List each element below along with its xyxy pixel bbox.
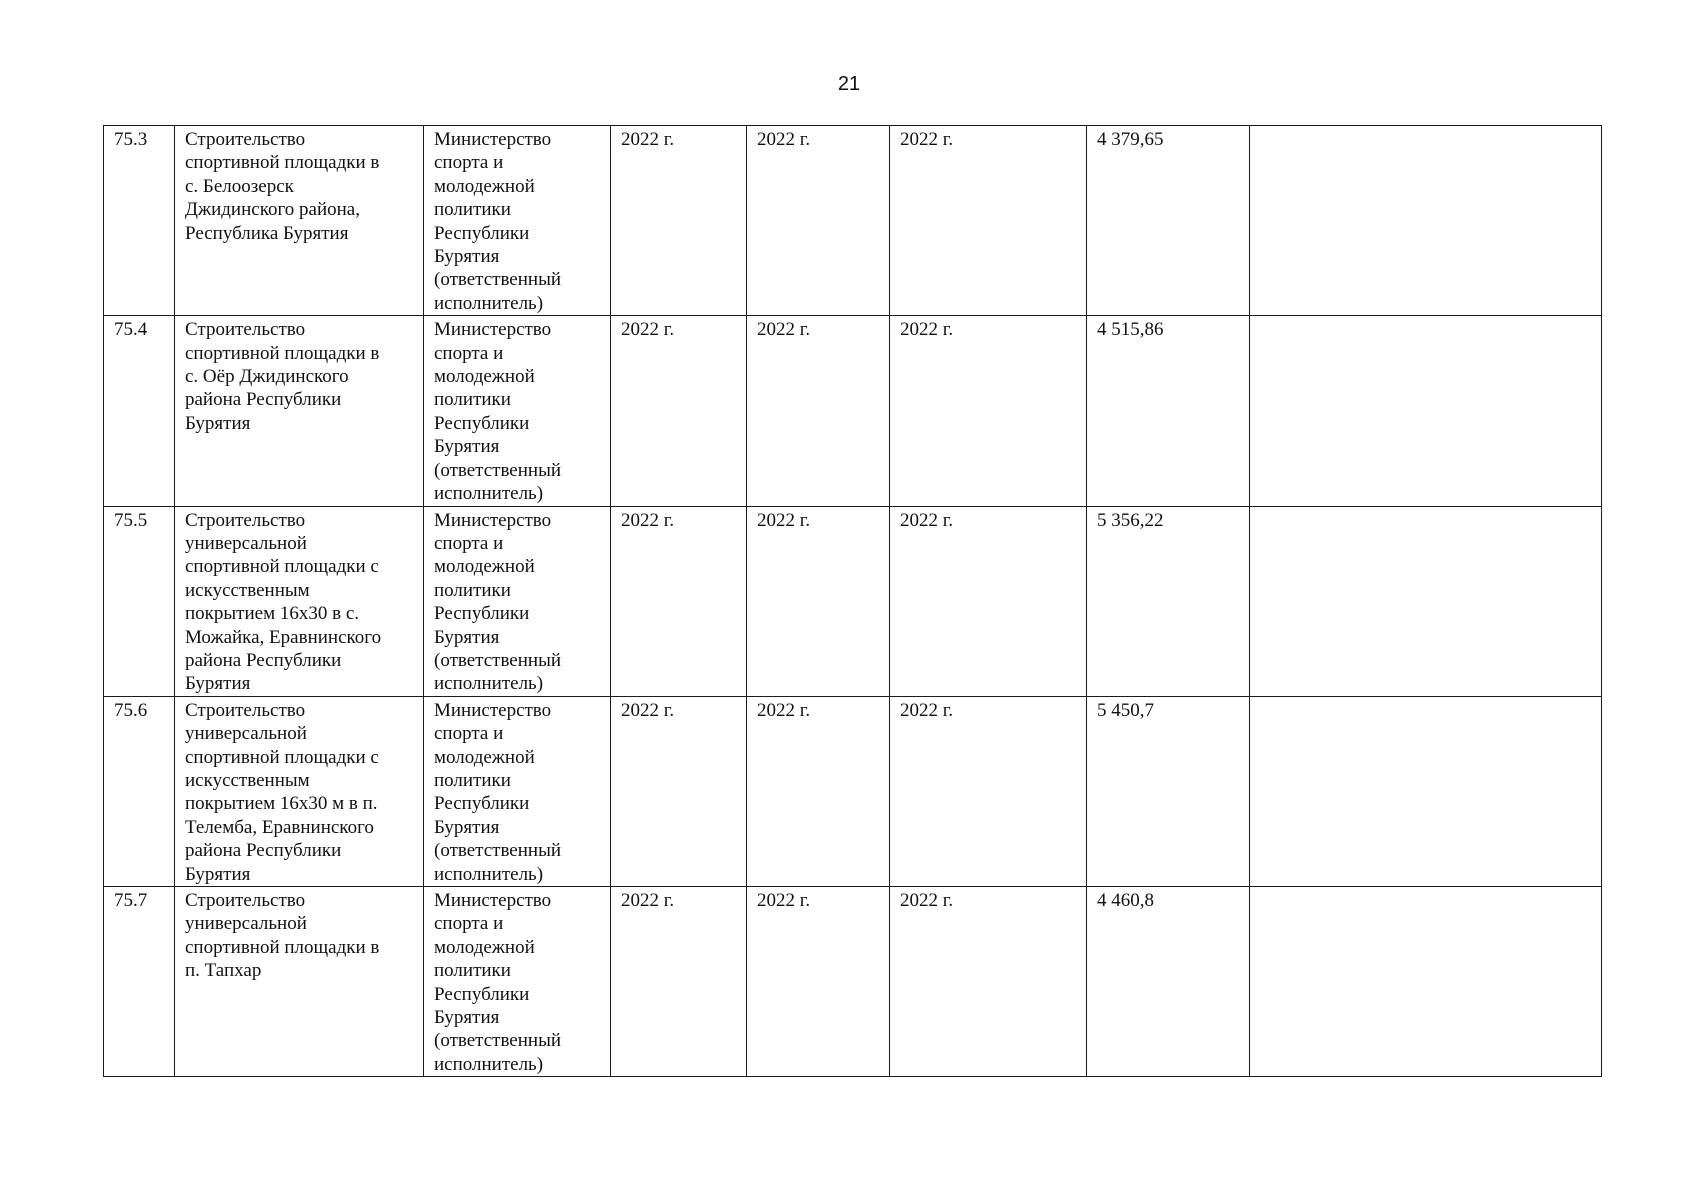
activities-table <box>103 125 1602 1077</box>
amount-cell: 5 356,22 <box>1087 506 1250 696</box>
year-cell: 2022 г. <box>611 887 747 1077</box>
note-cell <box>1250 506 1602 696</box>
note-cell <box>1250 316 1602 506</box>
table-row <box>104 506 1602 696</box>
responsible-executor: Министерство спорта и молодежной политики Республики Бурятия (ответственный исполнитель) <box>424 126 611 316</box>
note-cell <box>1250 126 1602 316</box>
year-cell: 2022 г. <box>747 316 890 506</box>
page-number: 21 <box>837 73 861 95</box>
responsible-executor: Министерство спорта и молодежной политики Республики Бурятия (ответственный исполнитель) <box>424 506 611 696</box>
table-row <box>104 887 1602 1077</box>
table-row <box>104 316 1602 506</box>
activity-name: Строительство спортивной площадки в с. Оёр Джидинского района Республики Бурятия <box>175 316 424 506</box>
year-cell: 2022 г. <box>890 506 1087 696</box>
row-number: 75.5 <box>104 506 175 696</box>
activity-name: Строительство универсальной спортивной площадки с искусственным покрытием 16х30 м в п. Телемба, Еравнинского района Республики Бурятия <box>175 696 424 886</box>
table-row <box>104 126 1602 316</box>
responsible-executor: Министерство спорта и молодежной политики Республики Бурятия (ответственный исполнитель) <box>424 887 611 1077</box>
amount-cell: 4 379,65 <box>1087 126 1250 316</box>
table-row <box>104 696 1602 886</box>
year-cell: 2022 г. <box>611 696 747 886</box>
year-cell: 2022 г. <box>611 506 747 696</box>
year-cell: 2022 г. <box>611 126 747 316</box>
year-cell: 2022 г. <box>890 887 1087 1077</box>
note-cell <box>1250 696 1602 886</box>
year-cell: 2022 г. <box>747 696 890 886</box>
responsible-executor: Министерство спорта и молодежной политики Республики Бурятия (ответственный исполнитель) <box>424 316 611 506</box>
row-number: 75.7 <box>104 887 175 1077</box>
amount-cell: 4 460,8 <box>1087 887 1250 1077</box>
year-cell: 2022 г. <box>747 126 890 316</box>
year-cell: 2022 г. <box>747 887 890 1077</box>
row-number: 75.4 <box>104 316 175 506</box>
year-cell: 2022 г. <box>611 316 747 506</box>
amount-cell: 4 515,86 <box>1087 316 1250 506</box>
year-cell: 2022 г. <box>747 506 890 696</box>
row-number: 75.6 <box>104 696 175 886</box>
activity-name: Строительство универсальной спортивной площадки в п. Тапхар <box>175 887 424 1077</box>
activity-name: Строительство универсальной спортивной площадки с искусственным покрытием 16х30 в с. Можайка, Еравнинского района Республики Бурятия <box>175 506 424 696</box>
responsible-executor: Министерство спорта и молодежной политики Республики Бурятия (ответственный исполнитель) <box>424 696 611 886</box>
year-cell: 2022 г. <box>890 126 1087 316</box>
note-cell <box>1250 887 1602 1077</box>
activity-name: Строительство спортивной площадки в с. Белоозерск Джидинского района, Республика Бурятия <box>175 126 424 316</box>
amount-cell: 5 450,7 <box>1087 696 1250 886</box>
year-cell: 2022 г. <box>890 696 1087 886</box>
year-cell: 2022 г. <box>890 316 1087 506</box>
row-number: 75.3 <box>104 126 175 316</box>
